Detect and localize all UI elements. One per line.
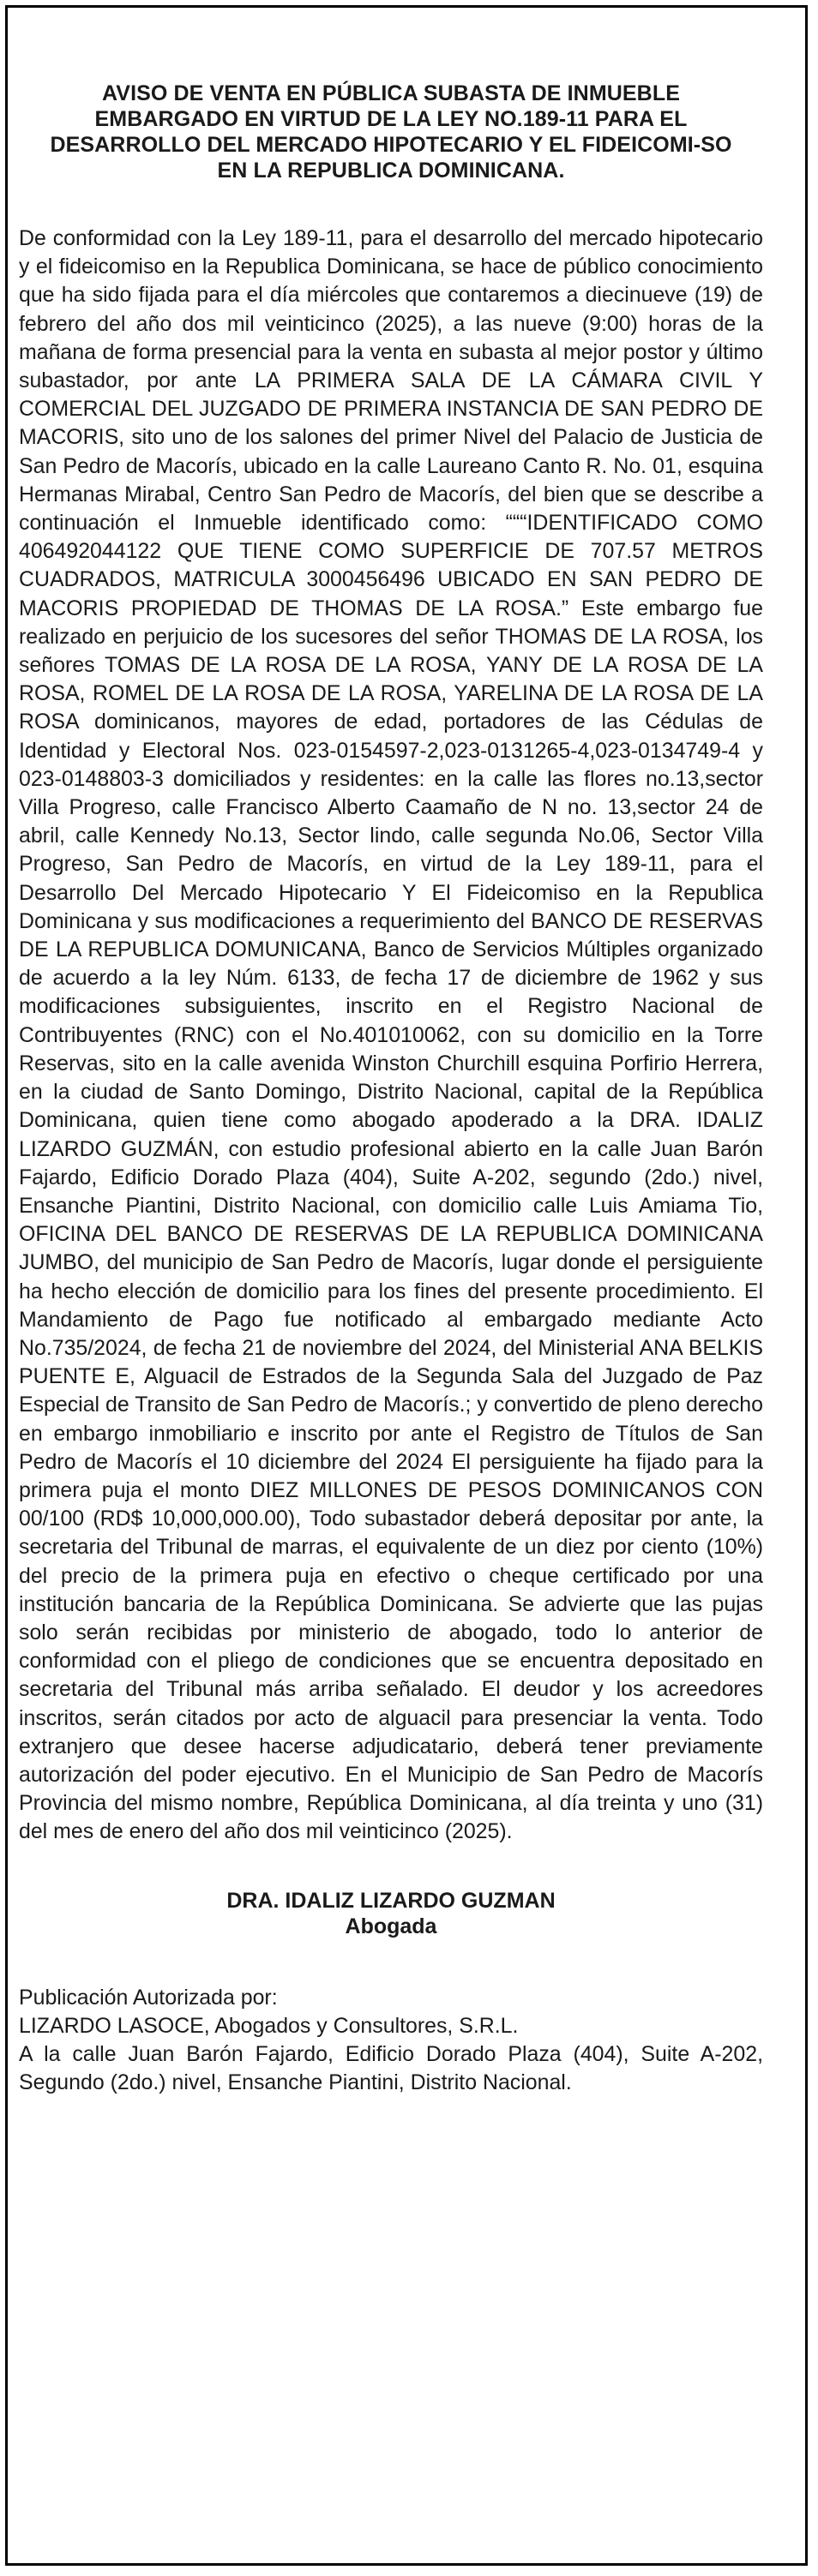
publication-address: A la calle Juan Barón Fajardo, Edificio Dorado Plaza (404), Suite A-202, Segundo (2do.) nivel, Ensanche Piantini, Distrito Nacional. bbox=[19, 2041, 763, 2094]
publication-firm: LIZARDO LASOCE, Abogados y Consultores, S.R.L. bbox=[19, 2013, 519, 2038]
legal-notice bbox=[19, 81, 763, 2097]
signature-name: DRA. IDALIZ LIZARDO GUZMAN bbox=[226, 1888, 556, 1913]
notice-title: AVISO DE VENTA EN PÚBLICA SUBASTA DE INMUEBLE EMBARGADO EN VIRTUD DE LA LEY NO.189-11 PARA EL DESARROLLO DEL MERCADO HIPOTECARIO Y EL FIDEICOMI-SO EN LA REPUBLICA DOMINICANA. bbox=[50, 81, 732, 183]
signature-block bbox=[19, 1888, 763, 1939]
signature-role: Abogada bbox=[345, 1914, 437, 1938]
notice-body: De conformidad con la Ley 189-11, para el desarrollo del mercado hipotecario y el fideicomiso en la Republica Dominicana, se hace de público conocimiento que ha sido fijada para el día miércoles que contaremos a diecinueve (19) de febrero del año dos mil veinticinco (2025), a las nueve (9:00) horas de la mañana de forma presencial para la venta en subasta al mejor postor y último subastador, por ante LA PRIMERA SALA DE LA CÁMARA CIVIL Y COMERCIAL DEL JUZGADO DE PRIMERA INSTANCIA DE SAN PEDRO DE MACORIS, sito uno de los salones del primer Nivel del Palacio de Justicia de San Pedro de Macorís, ubicado en la calle Laureano Canto R. No. 01, esquina Hermanas Mirabal, Centro San Pedro de Macorís, del bien que se describe a continuación el Inmueble identificado como: “““IDENTIFICADO COMO 406492044122 QUE TIENE COMO SUPERFICIE DE 707.57 METROS CUADRADOS, MATRICULA 3000456496 UBICADO EN SAN PEDRO DE MACORIS PROPIEDAD DE THOMAS DE LA ROSA.” Este embargo fue realizado en perjuicio de los sucesores del señor THOMAS DE LA ROSA, los señores TOMAS DE LA ROSA DE LA ROSA, YANY DE LA ROSA DE LA ROSA, ROMEL DE LA ROSA DE LA ROSA, YARELINA DE LA ROSA DE LA ROSA dominicanos, mayores de edad, portadores de las Cédulas de Identidad y Electoral Nos. 023-0154597-2,023-0131265-4,023-0134749-4 y 023-0148803-3 domiciliados y residentes: en la calle las flores no.13,sector Villa Progreso, calle Francisco Alberto Caamaño de N no. 13,sector 24 de abril, calle Kennedy No.13, Sector lindo, calle segunda No.06, Sector Villa Progreso, San Pedro de Macorís, en virtud de la Ley 189-11, para el Desarrollo Del Mercado Hipotecario Y El Fideicomiso en la Republica Dominicana y sus modificaciones a requerimiento del BANCO DE RESERVAS DE LA REPUBLICA DOMUNICANA, Banco de Servicios Múltiples organizado de acuerdo a la ley Núm. 6133, de fecha 17 de diciembre de 1962 y sus modificaciones subsiguientes, inscrito en el Registro Nacional de Contribuyentes (RNC) con el No.401010062, con su domicilio en la Torre Reservas, sito en la calle avenida Winston Churchill esquina Porfirio Herrera, en la ciudad de Santo Domingo, Distrito Nacional, capital de la República Dominicana, quien tiene como abogado apoderado a la DRA. IDALIZ LIZARDO GUZMÁN, con estudio profesional abierto en la calle Juan Barón Fajardo, Edificio Dorado Plaza (404), Suite A-202, segundo (2do.) nivel, Ensanche Piantini, Distrito Nacional, con domicilio calle Luis Amiama Tio, OFICINA DEL BANCO DE RESERVAS DE LA REPUBLICA DOMINICANA JUMBO, del municipio de San Pedro de Macorís, lugar donde el persiguiente ha hecho elección de domicilio para los fines del presente procedimiento. El Mandamiento de Pago fue notificado al embargado mediante Acto No.735/2024, de fecha 21 de noviembre del 2024, del Ministerial ANA BELKIS PUENTE E, Alguacil de Estrados de la Segunda Sala del Juzgado de Paz Especial de Transito de San Pedro de Macorís.; y convertido de pleno derecho en embargo inmobiliario e inscrito por ante el Registro de Títulos de San Pedro de Macorís el 10 diciembre del 2024 El persiguiente ha fijado para la primera puja el monto DIEZ MILLONES DE PESOS DOMINICANOS CON 00/100 (RD$ 10,000,000.00), Todo subastador deberá depositar por ante, la secretaria del Tribunal de marras, el equivalente de un diez por ciento (10%) del precio de la primera puja en efectivo o cheque certificado por una institución bancaria de la República Dominicana. Se advierte que las pujas solo serán recibidas por ministerio de abogado, todo lo anterior de conformidad con el pliego de condiciones que se encuentra depositado en secretaria del Tribunal más arriba señalado. El deudor y los acreedores inscritos, serán citados por acto de alguacil para presenciar la venta. Todo extranjero que desee hacerse adjudicatario, deberá tener previamente autorización del poder ejecutivo. En el Municipio de San Pedro de Macorís Provincia del mismo nombre, República Dominicana, al día treinta y uno (31) del mes de enero del año dos mil veinticinco (2025). bbox=[19, 226, 763, 1844]
publication-block bbox=[19, 1984, 763, 2097]
publication-label: Publicación Autorizada por: bbox=[19, 1985, 278, 2010]
